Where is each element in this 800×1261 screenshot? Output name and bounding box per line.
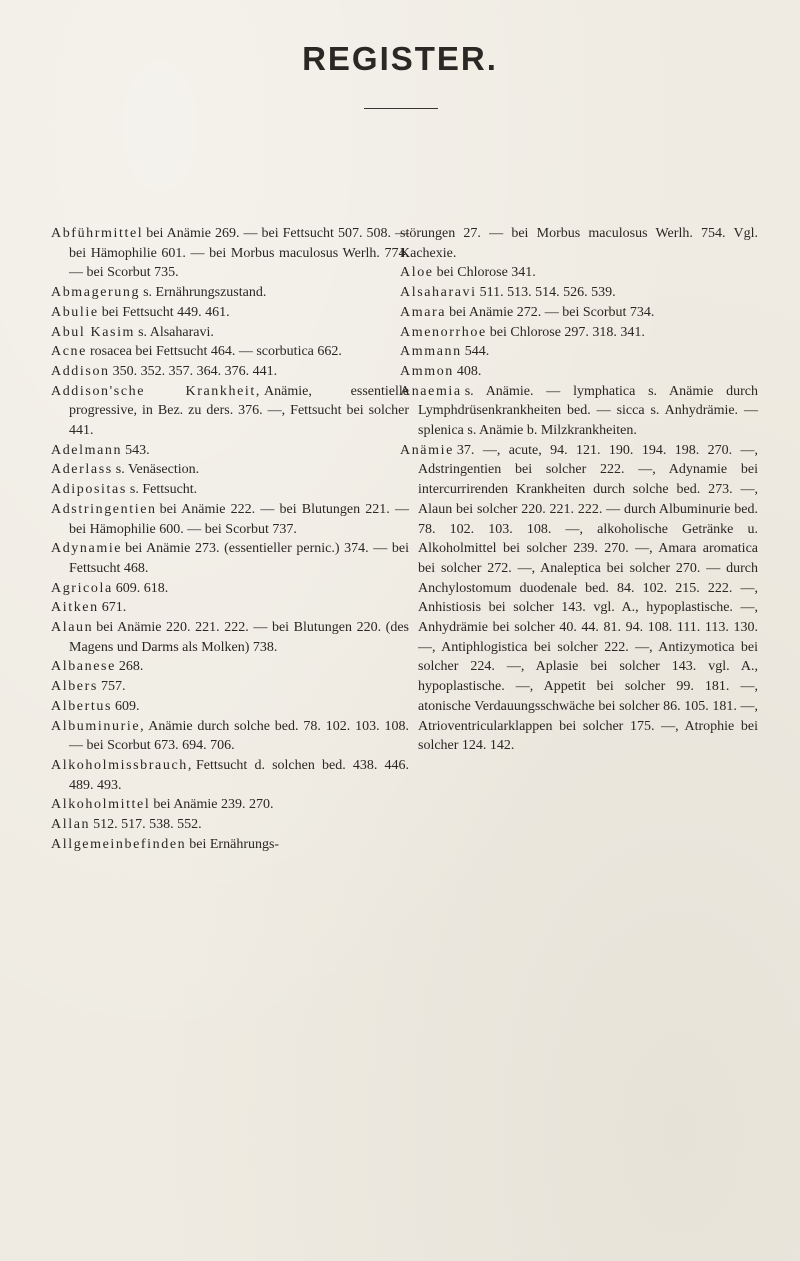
entry-headword: Abul Kasim	[51, 324, 136, 340]
entry-headword: Alkoholmissbrauch,	[51, 757, 193, 773]
entry-headword: Adstringentien	[51, 501, 157, 517]
index-entry	[51, 657, 409, 677]
index-entry	[51, 618, 409, 657]
entry-references: s. Fettsucht.	[129, 482, 198, 498]
right-column	[400, 224, 758, 756]
entry-references: bei Ernährungs-	[189, 836, 280, 852]
entry-references: bei Anämie 269. — bei Fettsucht 507. 508. — bei Hämophilie 601. — bei Morbus maculosus Werlh. 774. — bei Scorbut 735.	[69, 226, 409, 281]
entry-headword: Addison'sche Krankheit,	[51, 383, 261, 399]
entry-references: 350. 352. 357. 364. 376. 441.	[112, 363, 278, 379]
index-entry	[400, 263, 758, 283]
entry-headword: Anämie	[400, 442, 454, 458]
entry-headword: Acne	[51, 344, 87, 360]
entry-headword: Aderlass	[51, 462, 113, 478]
index-entry	[51, 224, 409, 283]
entry-references: s. Alsaharavi.	[138, 324, 214, 340]
index-entry	[51, 342, 409, 362]
entry-references: Anämie durch solche bed. 78. 102. 103. 108. — bei Scorbut 673. 694. 706.	[69, 718, 409, 754]
entry-references: Fettsucht d. solchen bed. 438. 446. 489. 493.	[69, 757, 409, 793]
index-entry	[51, 362, 409, 382]
entry-headword: Anaemia	[400, 383, 462, 399]
entry-headword: Alsaharavi	[400, 285, 477, 301]
entry-references: 511. 513. 514. 526. 539.	[479, 285, 616, 301]
index-entry	[51, 756, 409, 795]
entry-references: s. Ernährungszustand.	[143, 285, 267, 301]
index-entry	[51, 795, 409, 815]
index-entry	[51, 303, 409, 323]
index-entry	[51, 579, 409, 599]
entry-headword: Albuminurie,	[51, 718, 146, 734]
entry-headword: Albanese	[51, 659, 116, 675]
entry-references: bei Anämie 220. 221. 222. — bei Blutungen 220. (des Magens und Darms als Molken) 738.	[69, 620, 409, 655]
entry-references: 757.	[100, 679, 126, 695]
entry-headword: Agricola	[51, 580, 113, 596]
title-divider	[364, 108, 438, 109]
entry-headword: Amara	[400, 304, 447, 320]
index-entry	[400, 362, 758, 382]
index-entry	[51, 539, 409, 578]
entry-headword: Aitken	[51, 600, 99, 616]
entry-headword: Albertus	[51, 698, 113, 714]
index-entry	[400, 441, 758, 756]
index-entry	[51, 835, 409, 855]
entry-headword: Abulie	[51, 304, 99, 320]
index-entry	[51, 717, 409, 756]
entry-headword: Alaun	[51, 620, 94, 636]
entry-references: bei Chlorose 341.	[436, 265, 536, 281]
entry-references: s. Anämie. — lymphatica s. Anämie durch Lymphdrüsenkrankheiten bed. — sicca s. Anhydrämie. — splenica s. Anämie b. Milzkrankheiten.	[418, 383, 758, 439]
entry-references: Anämie, essentielle progressive, in Bez. zu ders. 376. —, Fettsucht bei solcher 441.	[69, 383, 409, 439]
entry-references: s. Venäsection.	[115, 462, 200, 478]
entry-headword: Amenorrhoe	[400, 324, 487, 340]
entry-references: bei Fettsucht 449. 461.	[101, 304, 230, 320]
entry-references: bei Anämie 239. 270.	[153, 797, 274, 813]
entry-headword: Allgemeinbefinden	[51, 836, 187, 852]
index-entry	[400, 303, 758, 323]
entry-references: 543.	[125, 442, 150, 458]
index-entry	[51, 500, 409, 539]
entry-headword: Alkoholmittel	[51, 797, 151, 813]
entry-headword: Adelmann	[51, 442, 123, 458]
entry-headword: Abführmittel	[51, 226, 144, 241]
index-entry	[400, 283, 758, 303]
entry-references: bei Chlorose 297. 318. 341.	[489, 324, 645, 340]
entry-headword: Abmagerung	[51, 285, 141, 301]
page-title: REGISTER.	[302, 40, 498, 77]
index-entry	[51, 323, 409, 343]
entry-headword: Albers	[51, 679, 98, 695]
index-entry	[51, 480, 409, 500]
entry-references: 671.	[101, 600, 127, 616]
index-entry	[400, 382, 758, 441]
index-entry	[51, 460, 409, 480]
index-entry	[51, 697, 409, 717]
index-entry	[51, 815, 409, 835]
entry-references: 268.	[118, 659, 144, 675]
entry-references: 37. —, acute, 94. 121. 190. 194. 198. 270. —, Adstringentien bei solcher 222. —, Adynamie bei intercurrirenden Krankheiten durch solche bed. 273. —, Alaun bei solcher 220. 221. 222. — durch Albuminurie bed. 78. 102. 103. 108. —, alkoholische Getränke u. Alkoholmittel bei solcher 239. 270. —, Amara aromatica bei solcher 272. —, Analeptica bei solcher 270. — durch Anchylostomum duodenale bed. 84. 102. 215. 222. —, Anhistiosis bei solcher 143. vgl. A., hypoplastische. —, Anhydrämie bei solcher 40. 44. 81. 94. 108. 111. 113. 130. —, Antiphlogistica bei solcher 222. —, Antizymotica bei solcher 224. —, Aplasie bei solcher 143. vgl. A., hypoplastische. —, Appetit bei solcher 99. 181. —, atonische Verdauungsschwäche bei solcher 86. 105. 181. —, Atrioventricularklappen bei solcher 175. —, Atrophie bei solcher 124. 142.	[418, 442, 758, 754]
entry-references: 544.	[464, 344, 490, 360]
entry-headword: Allan	[51, 817, 91, 833]
index-entry	[400, 342, 758, 362]
entry-references: bei Anämie 222. — bei Blutungen 221. — bei Hämophilie 600. — bei Scorbut 737.	[69, 501, 409, 537]
index-entry	[51, 441, 409, 461]
index-entry	[400, 323, 758, 343]
entry-references: 609. 618.	[115, 580, 169, 596]
entry-references: störungen 27. — bei Morbus maculosus Werlh. 754. Vgl. Kachexie.	[400, 226, 758, 261]
entry-references: bei Anämie 272. — bei Scorbut 734.	[449, 304, 655, 320]
index-entry	[51, 598, 409, 618]
entry-references: 408.	[456, 363, 482, 379]
entry-references: 512. 517. 538. 552.	[93, 817, 202, 833]
entry-headword: Adipositas	[51, 482, 127, 498]
index-entry	[51, 283, 409, 303]
index-entry	[51, 382, 409, 441]
entry-references: bei Anämie 273. (essentieller pernic.) 374. — bei Fettsucht 468.	[69, 541, 409, 576]
entry-headword: Addison	[51, 363, 110, 379]
left-column	[51, 224, 409, 855]
index-entry	[51, 677, 409, 697]
entry-references: 609.	[115, 698, 140, 714]
entry-headword: Ammann	[400, 344, 462, 360]
entry-headword: Ammon	[400, 363, 454, 379]
entry-references: rosacea bei Fettsucht 464. — scorbutica 662.	[89, 344, 342, 360]
entry-headword: Adynamie	[51, 541, 123, 557]
index-entry	[400, 224, 758, 263]
entry-headword: Aloe	[400, 265, 434, 281]
